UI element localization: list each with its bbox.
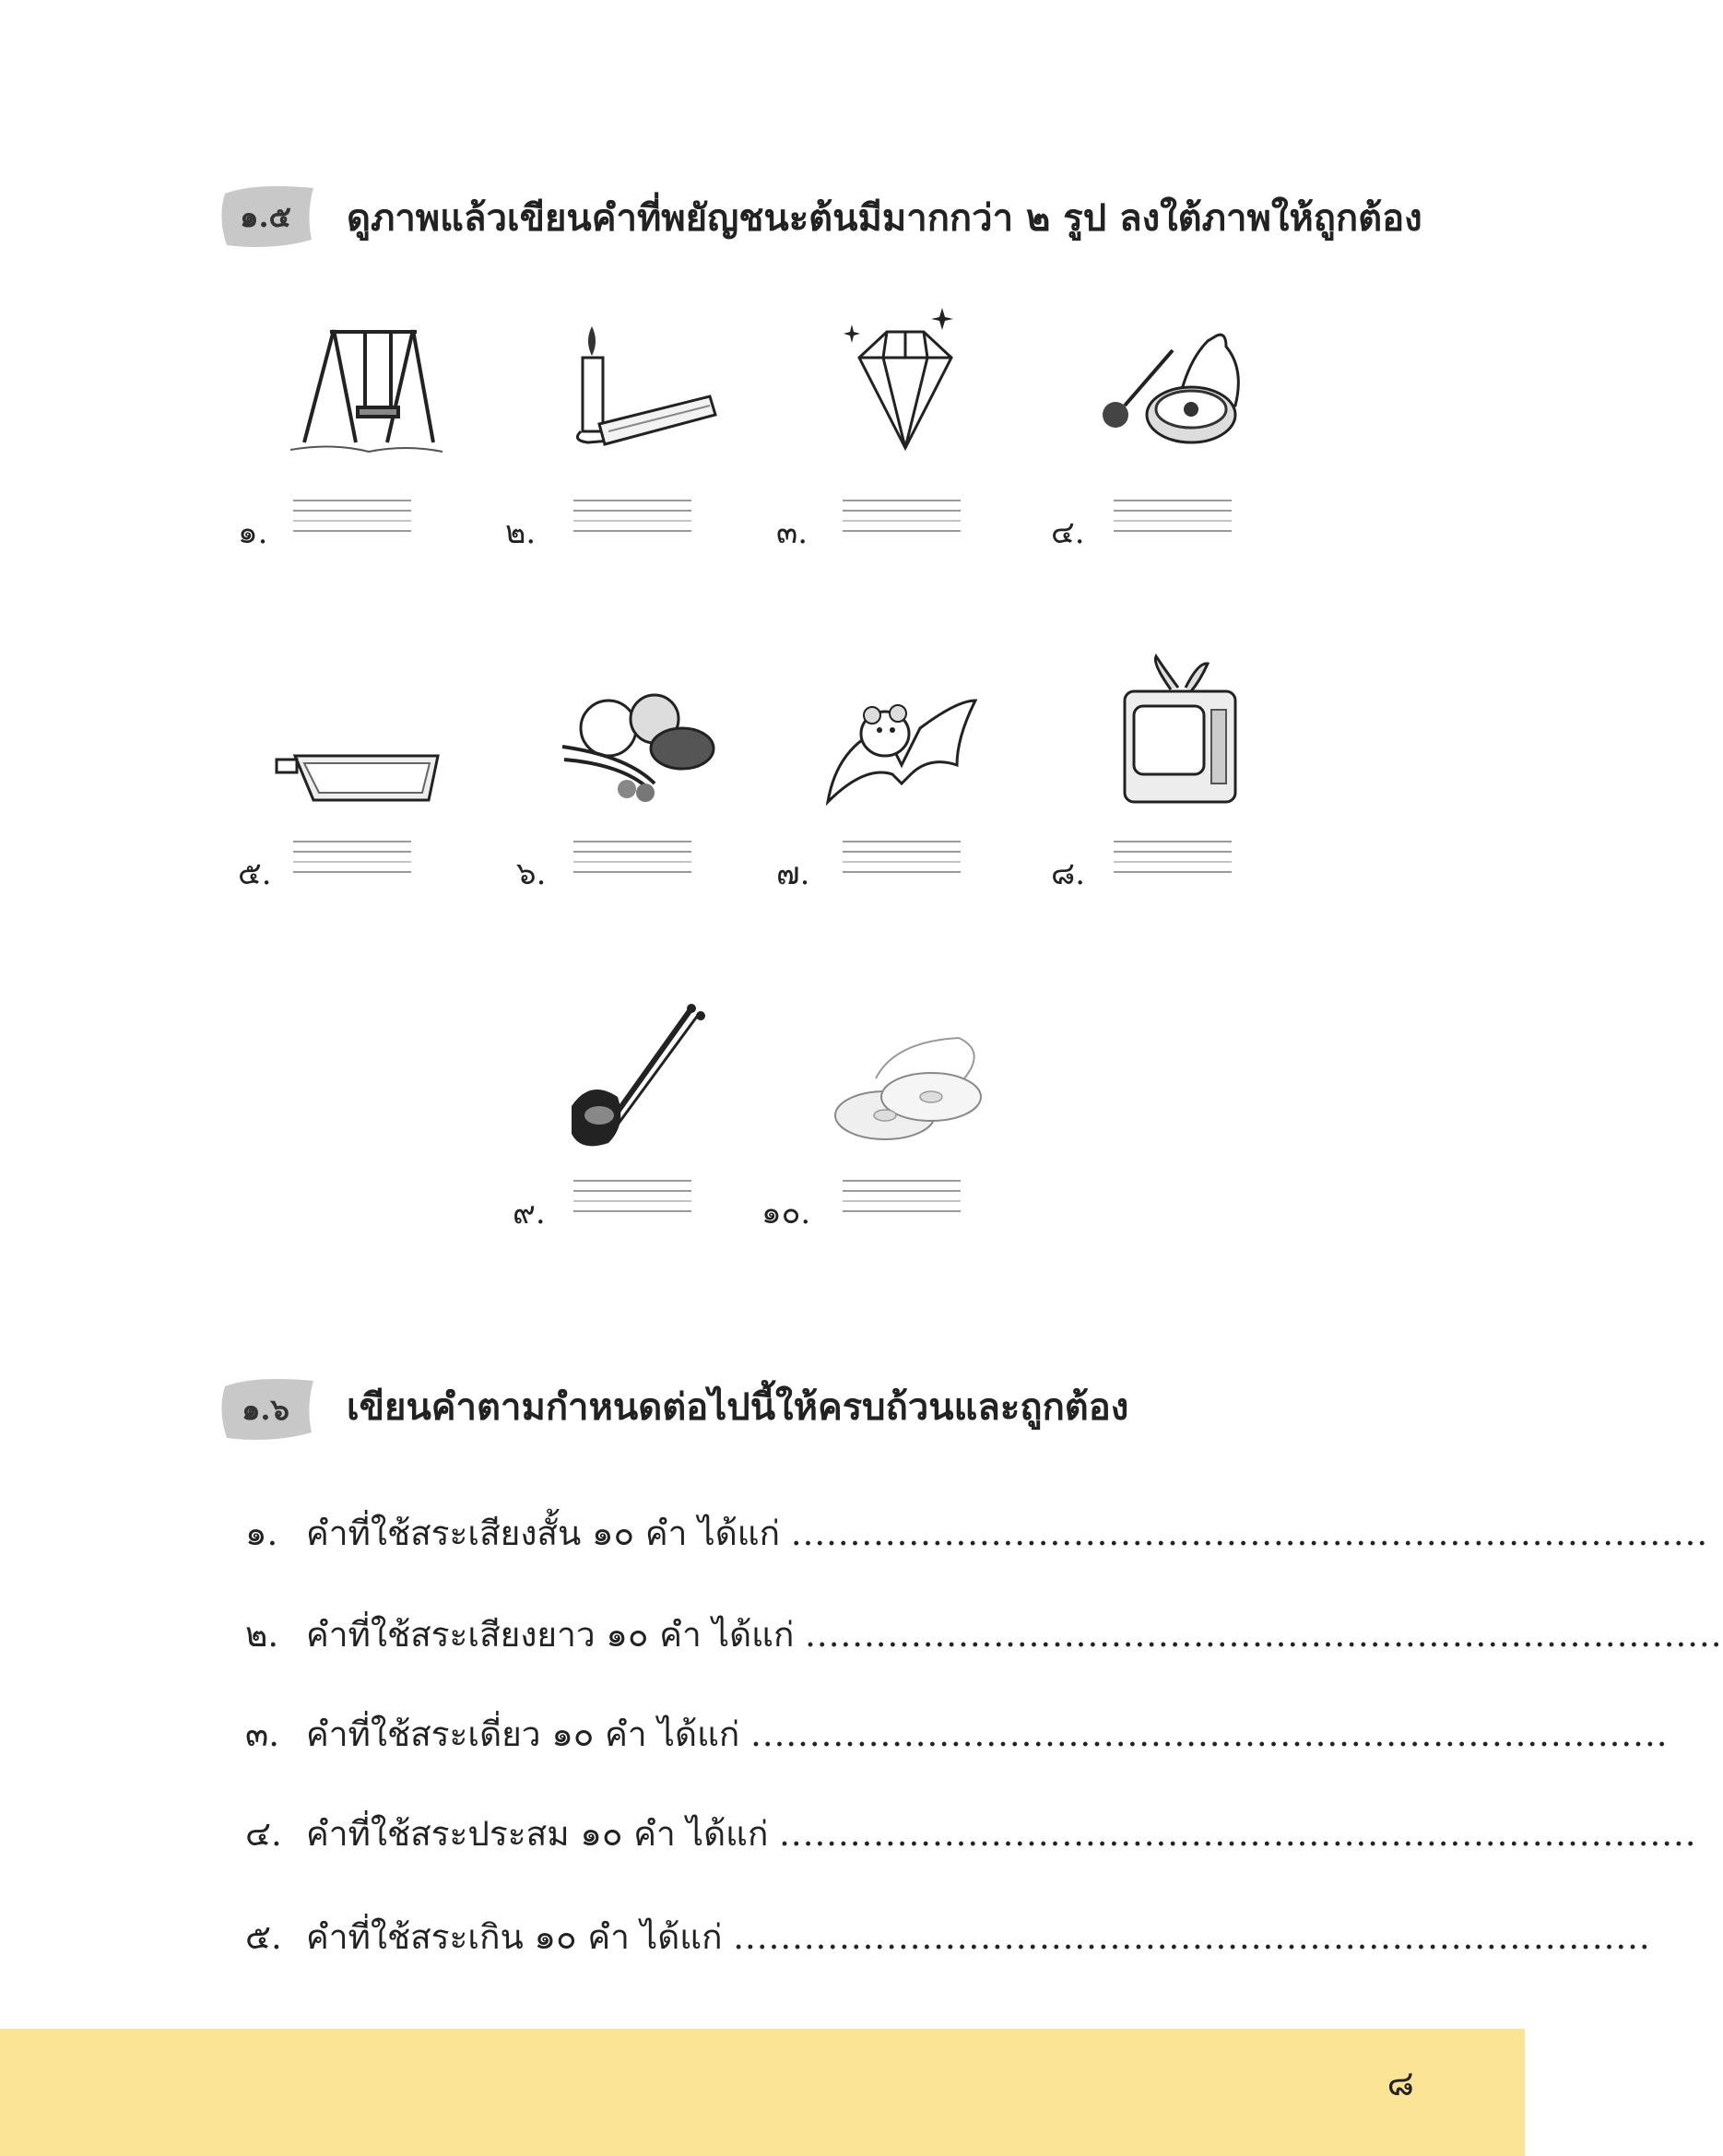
answer-lines[interactable]: [573, 841, 691, 885]
vegetables-icon: [553, 664, 728, 820]
item-number: ๘.: [1051, 855, 1086, 892]
answer-lines[interactable]: [843, 1180, 961, 1224]
item-number: ๗.: [776, 855, 810, 892]
question-row: [245, 1910, 1651, 1964]
answer-dotted-line[interactable]: ..............................................................................: [805, 1615, 1723, 1655]
question-text: คำที่ใช้สระเสียงยาว ๑๐ คำ ได้แก่: [306, 1615, 806, 1655]
answer-lines[interactable]: [1114, 500, 1232, 544]
question-text: คำที่ใช้สระเดี่ยว ๑๐ คำ ได้แก่: [306, 1714, 751, 1754]
tray-icon: [267, 664, 443, 820]
section-badge-1-5: [218, 181, 319, 249]
cymbals-icon: [820, 1023, 996, 1180]
lute-icon: [553, 996, 728, 1152]
answer-lines[interactable]: [843, 841, 961, 885]
question-number: ๔.: [245, 1814, 282, 1854]
section-number: ๑.๖: [242, 1392, 289, 1427]
section-instruction: ดูภาพแล้วเขียนคำที่พยัญชนะต้นมีมากกว่า ๒ รูป ลงใต้ภาพให้ถูกต้อง: [347, 196, 1422, 240]
question-row: [245, 1807, 1697, 1861]
answer-lines[interactable]: [1114, 841, 1232, 885]
question-row: [245, 1506, 1709, 1561]
bat-icon: [819, 664, 994, 820]
answer-lines[interactable]: [293, 841, 411, 885]
question-number: ๑.: [245, 1514, 278, 1553]
item-number: ๑.: [238, 514, 268, 551]
item-number: ๒.: [505, 514, 537, 551]
question-text: คำที่ใช้สระประสม ๑๐ คำ ได้แก่: [306, 1814, 780, 1854]
section-number: ๑.๕: [240, 199, 291, 234]
answer-dotted-line[interactable]: ..............................................................................: [750, 1714, 1669, 1754]
answer-dotted-line[interactable]: ..............................................................................: [790, 1514, 1709, 1553]
item-number: ๓.: [776, 514, 808, 551]
fruit-icon: [1088, 304, 1263, 461]
item-number: ๕.: [238, 855, 272, 892]
answer-lines[interactable]: [573, 1180, 691, 1224]
answer-lines[interactable]: [573, 500, 691, 544]
television-icon: [1097, 654, 1272, 811]
page-footer: [0, 2029, 1525, 2156]
section-badge-1-6: [218, 1373, 319, 1442]
item-number: ๙.: [513, 1195, 546, 1231]
candle-icon: [544, 304, 719, 461]
question-number: ๕.: [245, 1917, 282, 1957]
page-number: ๘: [1387, 2063, 1414, 2103]
question-text: คำที่ใช้สระเกิน ๑๐ คำ ได้แก่: [306, 1917, 734, 1957]
diamond-icon: [813, 304, 988, 461]
answer-dotted-line[interactable]: ..............................................................................: [779, 1814, 1697, 1854]
item-number: ๖.: [516, 855, 547, 892]
answer-lines[interactable]: [843, 500, 961, 544]
swing-icon: [277, 304, 452, 461]
question-row: [245, 1707, 1669, 1761]
item-number: ๔.: [1051, 514, 1085, 551]
section-instruction: เขียนคำตามกำหนดต่อไปนี้ให้ครบถ้วนและถูกต้อง: [347, 1385, 1129, 1429]
answer-dotted-line[interactable]: ..............................................................................: [733, 1917, 1651, 1957]
item-number: ๑๐.: [761, 1195, 811, 1231]
question-row: [245, 1608, 1723, 1662]
question-number: ๓.: [245, 1714, 280, 1754]
question-number: ๒.: [245, 1615, 279, 1655]
question-text: คำที่ใช้สระเสียงสั้น ๑๐ คำ ได้แก่: [306, 1514, 791, 1553]
answer-lines[interactable]: [293, 500, 411, 544]
